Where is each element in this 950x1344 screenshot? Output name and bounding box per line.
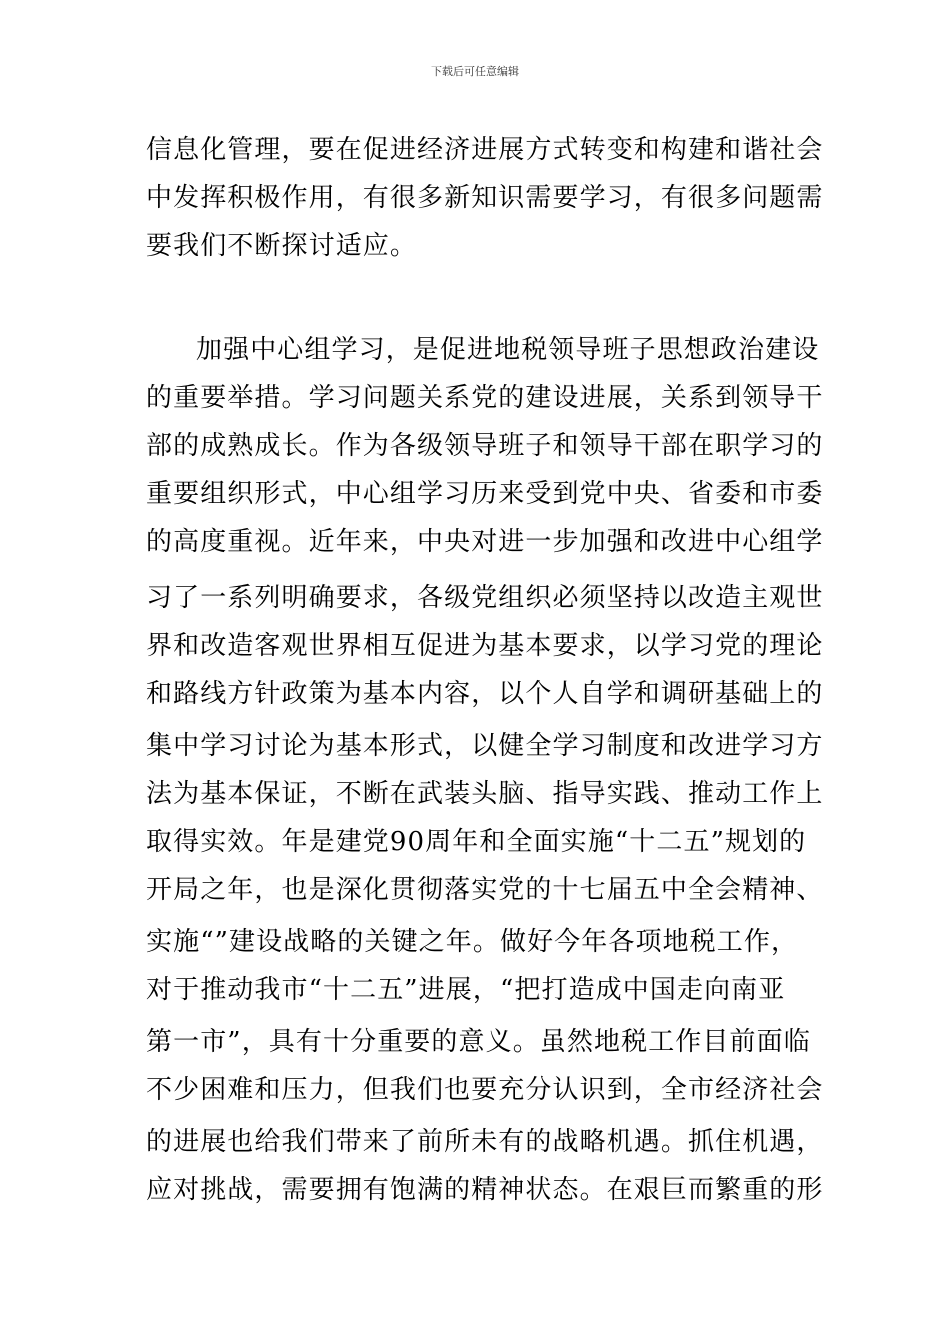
paragraph-2-line-2: 的重要举措。学习问题关系党的建设进展，关系到领导干: [146, 383, 824, 413]
paragraph-2-line-9: 集中学习讨论为基本形式，以健全学习制度和改进学习方: [146, 731, 824, 761]
paragraph-1-line-1: 信息化管理，要在促进经济进展方式转变和构建和谐社会: [146, 135, 824, 165]
paragraph-2-line-12: 开局之年，也是深化贯彻落实党的十七届五中全会精神、: [146, 875, 824, 905]
paragraph-2-line-11: 取得实效。年是建党90周年和全面实施“十二五”规划的: [146, 827, 807, 857]
paragraph-2-line-6: 习了一系列明确要求，各级党组织必须坚持以改造主观世: [146, 583, 824, 613]
paragraph-2-line-4: 重要组织形式，中心组学习历来受到党中央、省委和市委: [146, 479, 824, 509]
paragraph-2-line-5: 的高度重视。近年来，中央对进一步加强和改进中心组学: [146, 527, 824, 557]
page-header: 下载后可任意编辑: [431, 65, 519, 78]
paragraph-2-line-15: 第一市”，具有十分重要的意义。虽然地税工作目前面临: [146, 1027, 811, 1057]
paragraph-2-line-10: 法为基本保证，不断在武装头脑、指导实践、推动工作上: [146, 779, 824, 809]
paragraph-2-line-16: 不少困难和压力，但我们也要充分认识到，全市经济社会: [146, 1075, 824, 1105]
paragraph-2-line-3: 部的成熟成长。作为各级领导班子和领导干部在职学习的: [146, 431, 824, 461]
paragraph-2-line-13: 实施“”建设战略的关键之年。做好今年各项地税工作，: [146, 927, 799, 957]
paragraph-2-line-7: 界和改造客观世界相互促进为基本要求，以学习党的理论: [146, 631, 824, 661]
paragraph-2-line-1: 加强中心组学习，是促进地税领导班子思想政治建设: [196, 335, 820, 365]
paragraph-2-line-14: 对于推动我市“十二五”进展，“把打造成中国走向南亚: [146, 975, 786, 1005]
paragraph-2-line-17: 的进展也给我们带来了前所未有的战略机遇。抓住机遇，: [146, 1127, 824, 1157]
paragraph-1-line-2: 中发挥积极作用，有很多新知识需要学习，有很多问题需: [146, 183, 824, 213]
paragraph-1-line-3: 要我们不断探讨适应。: [146, 231, 418, 261]
paragraph-2-line-18: 应对挑战，需要拥有饱满的精神状态。在艰巨而繁重的形: [146, 1175, 824, 1205]
paragraph-2-line-8: 和路线方针政策为基本内容，以个人自学和调研基础上的: [146, 679, 824, 709]
